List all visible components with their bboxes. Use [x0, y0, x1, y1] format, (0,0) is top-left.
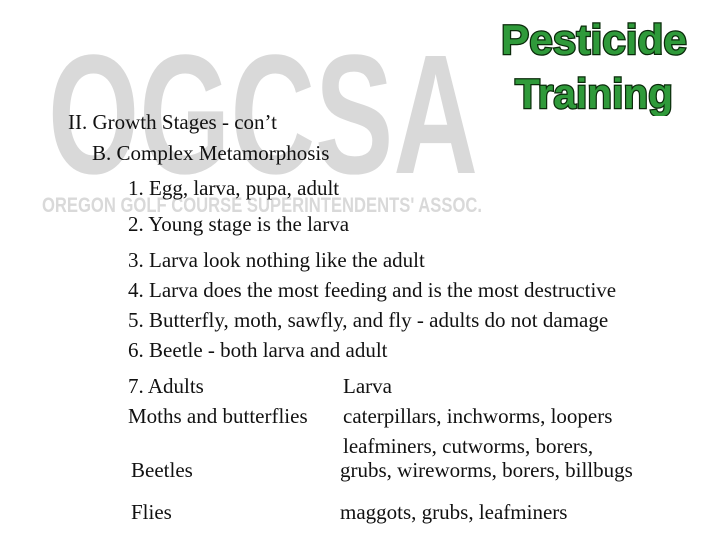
list-item: 3. Larva look nothing like the adult [128, 248, 425, 272]
list-item: 5. Butterfly, moth, sawfly, and fly - adults do not damage [128, 308, 609, 332]
logo-text: OGCSA [48, 28, 478, 210]
title-line-1: Pesticide [501, 16, 687, 63]
table-header-adults: 7. Adults [128, 374, 204, 398]
table-cell-larva: grubs, wireworms, borers, billbugs [340, 458, 633, 482]
section-subheading: B. Complex Metamorphosis [92, 141, 330, 165]
table-cell-adult: Moths and butterflies [128, 404, 308, 428]
list-item: 4. Larva does the most feeding and is the most destructive [128, 278, 617, 302]
table-cell-larva: maggots, grubs, leafminers [340, 500, 568, 524]
list-item: 2. Young stage is the larva [128, 212, 350, 236]
pesticide-training-title [494, 12, 694, 116]
section-heading: II. Growth Stages - con’t [68, 110, 277, 134]
table-cell-adult: Beetles [131, 458, 193, 482]
list-item: 6. Beetle - both larva and adult [128, 338, 388, 362]
logo-subtext: OREGON GOLF COURSE SUPERINTENDENTS' ASSOC. [42, 194, 482, 217]
title-line-2: Training [515, 70, 673, 116]
table-cell-larva: caterpillars, inchworms, loopers [343, 404, 613, 428]
list-item: 1. Egg, larva, pupa, adult [128, 176, 340, 200]
table-cell-larva-continued: leafminers, cutworms, borers, [343, 434, 594, 458]
table-cell-adult: Flies [131, 500, 172, 524]
table-header-larva: Larva [343, 374, 392, 398]
